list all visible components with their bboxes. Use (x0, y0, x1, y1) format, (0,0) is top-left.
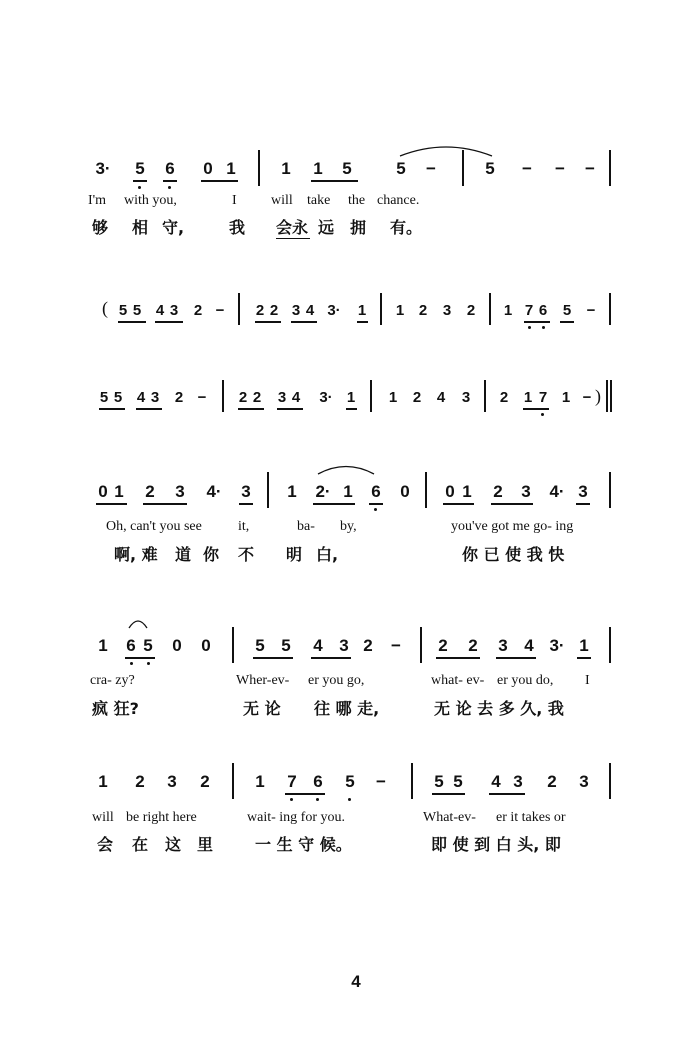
barline (484, 380, 486, 412)
dash: − (582, 389, 592, 406)
lyric-zh: 疯 狂? (92, 699, 139, 718)
underline (357, 321, 368, 323)
lyric-en: er you go, (308, 673, 365, 688)
note: 3 (578, 482, 588, 501)
barline (609, 763, 611, 799)
lyric-en: I'm (88, 193, 107, 208)
note: 3 (150, 389, 160, 406)
lyric-en: wait- ing for you. (247, 810, 345, 825)
note: 3 (339, 636, 349, 655)
note: 2 (547, 772, 557, 791)
lyric-en: I (585, 673, 590, 688)
lyric-zh: 我 (229, 218, 246, 237)
note: 5 (396, 159, 406, 178)
lyric-zh: 无 论 去 多 久, 我 (434, 699, 564, 718)
note: 2 (466, 302, 476, 319)
note: 5 (135, 159, 145, 178)
lyric-underline (276, 238, 310, 239)
tie-arc (316, 461, 380, 477)
underline (277, 408, 303, 410)
lyric-zh: 够 (92, 218, 109, 237)
underline (155, 321, 183, 323)
note: 2 (135, 772, 145, 791)
lyric-en: chance. (377, 193, 420, 208)
lyric-en: you've got me go- ing (451, 519, 574, 534)
underline (313, 503, 355, 505)
barline (610, 380, 612, 412)
page-number: 4 (351, 972, 361, 991)
underline (163, 180, 177, 182)
underline (238, 408, 264, 410)
note: 1 (579, 636, 589, 655)
note: 2 (200, 772, 210, 791)
lyric-en: will (271, 193, 293, 208)
note: 1 (388, 389, 398, 406)
note: 1 (395, 302, 405, 319)
lyric-zh: 会永 (276, 218, 309, 237)
low-dot (528, 326, 531, 329)
note: 5 (132, 302, 142, 319)
dash: − (555, 159, 565, 178)
low-dot (138, 186, 141, 189)
note: 2 (193, 302, 203, 319)
barline (609, 472, 611, 508)
paren-open: ( (102, 298, 108, 318)
underline (239, 503, 253, 505)
note: 4 (305, 302, 315, 319)
note: 0 (172, 636, 182, 655)
note: 1 (287, 482, 297, 501)
lyric-zh: 相 (132, 218, 149, 237)
underline (432, 793, 465, 795)
note: 3 (498, 636, 508, 655)
low-dot (374, 508, 377, 511)
underline (524, 321, 550, 323)
underline (125, 657, 155, 659)
note: 0 (98, 482, 108, 501)
dash: − (585, 159, 595, 178)
note: 1 (281, 159, 291, 178)
low-dot (316, 798, 319, 801)
note: 1 (357, 302, 367, 319)
underline (369, 503, 383, 505)
underline (143, 503, 187, 505)
note: 3 (513, 772, 523, 791)
lyric-zh: 道 (175, 545, 192, 564)
dash: − (586, 302, 596, 319)
lyric-zh: 有。 (390, 218, 423, 237)
barline (258, 150, 260, 186)
note: 5 (118, 302, 128, 319)
dash: − (215, 302, 225, 319)
underline (491, 503, 533, 505)
lyric-zh: 守, (162, 218, 185, 237)
underline (118, 321, 146, 323)
lyric-en: the (348, 193, 366, 208)
note: 4 (291, 389, 301, 406)
barline (420, 627, 422, 663)
note: 3 (442, 302, 452, 319)
lyric-zh: 这 (165, 835, 182, 854)
dash: − (391, 636, 401, 655)
low-dot (147, 662, 150, 665)
note: 2 (468, 636, 478, 655)
lyric-zh: 明 (286, 545, 303, 564)
low-dot (168, 186, 171, 189)
barline (380, 293, 382, 325)
lyric-zh: 会 (97, 835, 114, 854)
note: 1 (561, 389, 571, 406)
lyric-zh: 拥 (350, 218, 367, 237)
tie-arc (398, 140, 498, 160)
lyric-zh: 在 (132, 835, 149, 854)
lyric-zh: 不 (238, 545, 255, 564)
note: 5 (143, 636, 153, 655)
dash: − (197, 389, 207, 406)
note: 4 (136, 389, 146, 406)
note: 3 (169, 302, 179, 319)
low-dot (541, 413, 544, 416)
barline (411, 763, 413, 799)
note: 2· (315, 482, 331, 501)
note: 1 (343, 482, 353, 501)
note: 5 (345, 772, 355, 791)
note: 3 (461, 389, 471, 406)
barline (606, 380, 608, 412)
note: 3 (579, 772, 589, 791)
note: 1 (226, 159, 236, 178)
note: 1 (503, 302, 513, 319)
underline (136, 408, 162, 410)
tie-arc (127, 616, 151, 630)
note: 2 (255, 302, 265, 319)
note: 1 (523, 389, 533, 406)
lyric-zh: 往 哪 走, (314, 699, 380, 718)
lyric-zh: 一 生 守 候。 (255, 835, 352, 854)
note: 2 (493, 482, 503, 501)
lyric-en: by, (340, 519, 357, 534)
note: 5 (485, 159, 495, 178)
note: 7 (538, 389, 548, 406)
note: 0 (445, 482, 455, 501)
note: 5 (255, 636, 265, 655)
note: 1 (98, 636, 108, 655)
barline (609, 293, 611, 325)
note: 2 (145, 482, 155, 501)
barline (425, 472, 427, 508)
lyric-zh: 无 论 (243, 699, 281, 718)
underline (443, 503, 474, 505)
note: 1 (346, 389, 356, 406)
lyric-en: What-ev- (423, 810, 476, 825)
underline (253, 657, 293, 659)
lyric-en: with you, (124, 193, 177, 208)
note: 2 (174, 389, 184, 406)
note: 4 (313, 636, 323, 655)
lyric-en: Oh, can't you see (106, 519, 202, 534)
low-dot (130, 662, 133, 665)
note: 5 (342, 159, 352, 178)
note: 6 (126, 636, 136, 655)
lyric-zh: 远 (318, 218, 335, 237)
lyric-en: ba- (297, 519, 315, 534)
barline (489, 293, 491, 325)
note: 3 (521, 482, 531, 501)
lyric-zh: 你 (203, 545, 220, 564)
barline (232, 763, 234, 799)
note: 0 (201, 636, 211, 655)
note: 2 (499, 389, 509, 406)
underline (201, 180, 238, 182)
lyric-en: it, (238, 519, 250, 534)
note: 5 (99, 389, 109, 406)
barline (267, 472, 269, 508)
note: 0 (203, 159, 213, 178)
underline (576, 503, 590, 505)
underline (99, 408, 125, 410)
underline (311, 180, 358, 182)
lyric-en: er you do, (497, 673, 554, 688)
lyric-en: I (232, 193, 237, 208)
underline (489, 793, 525, 795)
note: 1 (98, 772, 108, 791)
note: 3 (277, 389, 287, 406)
note: 3 (291, 302, 301, 319)
low-dot (542, 326, 545, 329)
underline (255, 321, 281, 323)
note: 2 (418, 302, 428, 319)
note: 2 (412, 389, 422, 406)
note: 5 (434, 772, 444, 791)
dash: − (522, 159, 532, 178)
note: 3· (319, 389, 333, 406)
note: 1 (255, 772, 265, 791)
lyric-en: will (92, 810, 114, 825)
paren-close: ) (595, 386, 601, 406)
dash: − (376, 772, 386, 791)
note: 4· (206, 482, 222, 501)
lyric-zh: 里 (197, 835, 214, 854)
note: 5 (281, 636, 291, 655)
underline (346, 408, 357, 410)
underline (311, 657, 351, 659)
note: 3 (167, 772, 177, 791)
barline (370, 380, 372, 412)
note: 6 (165, 159, 175, 178)
note: 2 (252, 389, 262, 406)
note: 1 (313, 159, 323, 178)
dash: − (426, 159, 436, 178)
note: 4· (549, 482, 565, 501)
note: 6 (538, 302, 548, 319)
low-dot (348, 798, 351, 801)
barline (609, 150, 611, 186)
note: 3· (549, 636, 565, 655)
note: 3· (327, 302, 341, 319)
underline (285, 793, 325, 795)
note: 2 (269, 302, 279, 319)
note: 3 (175, 482, 185, 501)
underline (291, 321, 317, 323)
note: 7 (524, 302, 534, 319)
note: 6 (371, 482, 381, 501)
note: 5 (562, 302, 572, 319)
lyric-zh: 白, (316, 545, 339, 564)
lyric-en: Wher-ev- (236, 673, 290, 688)
note: 2 (363, 636, 373, 655)
note: 4 (155, 302, 165, 319)
note: 1 (114, 482, 124, 501)
note: 4 (436, 389, 446, 406)
note: 3· (95, 159, 111, 178)
underline (133, 180, 147, 182)
note: 4 (491, 772, 501, 791)
underline (560, 321, 574, 323)
note: 4 (524, 636, 534, 655)
barline (238, 293, 240, 325)
note: 5 (453, 772, 463, 791)
barline (232, 627, 234, 663)
lyric-zh: 你 已 使 我 快 (462, 545, 565, 564)
barline (609, 627, 611, 663)
lyric-zh: 啊, 难 (114, 545, 158, 564)
underline (96, 503, 127, 505)
underline (436, 657, 480, 659)
lyric-en: er it takes or (496, 810, 566, 825)
lyric-en: take (307, 193, 331, 208)
note: 1 (462, 482, 472, 501)
underline (577, 657, 591, 659)
barline (222, 380, 224, 412)
low-dot (290, 798, 293, 801)
note: 2 (238, 389, 248, 406)
note: 6 (313, 772, 323, 791)
note: 2 (438, 636, 448, 655)
underline (496, 657, 536, 659)
lyric-zh: 即 使 到 白 头, 即 (431, 835, 561, 854)
underline (523, 408, 549, 410)
lyric-en: be right here (126, 810, 197, 825)
note: 0 (400, 482, 410, 501)
lyric-en: what- ev- (431, 673, 485, 688)
note: 5 (113, 389, 123, 406)
note: 7 (287, 772, 297, 791)
note: 3 (241, 482, 251, 501)
lyric-en: cra- zy? (90, 673, 135, 688)
